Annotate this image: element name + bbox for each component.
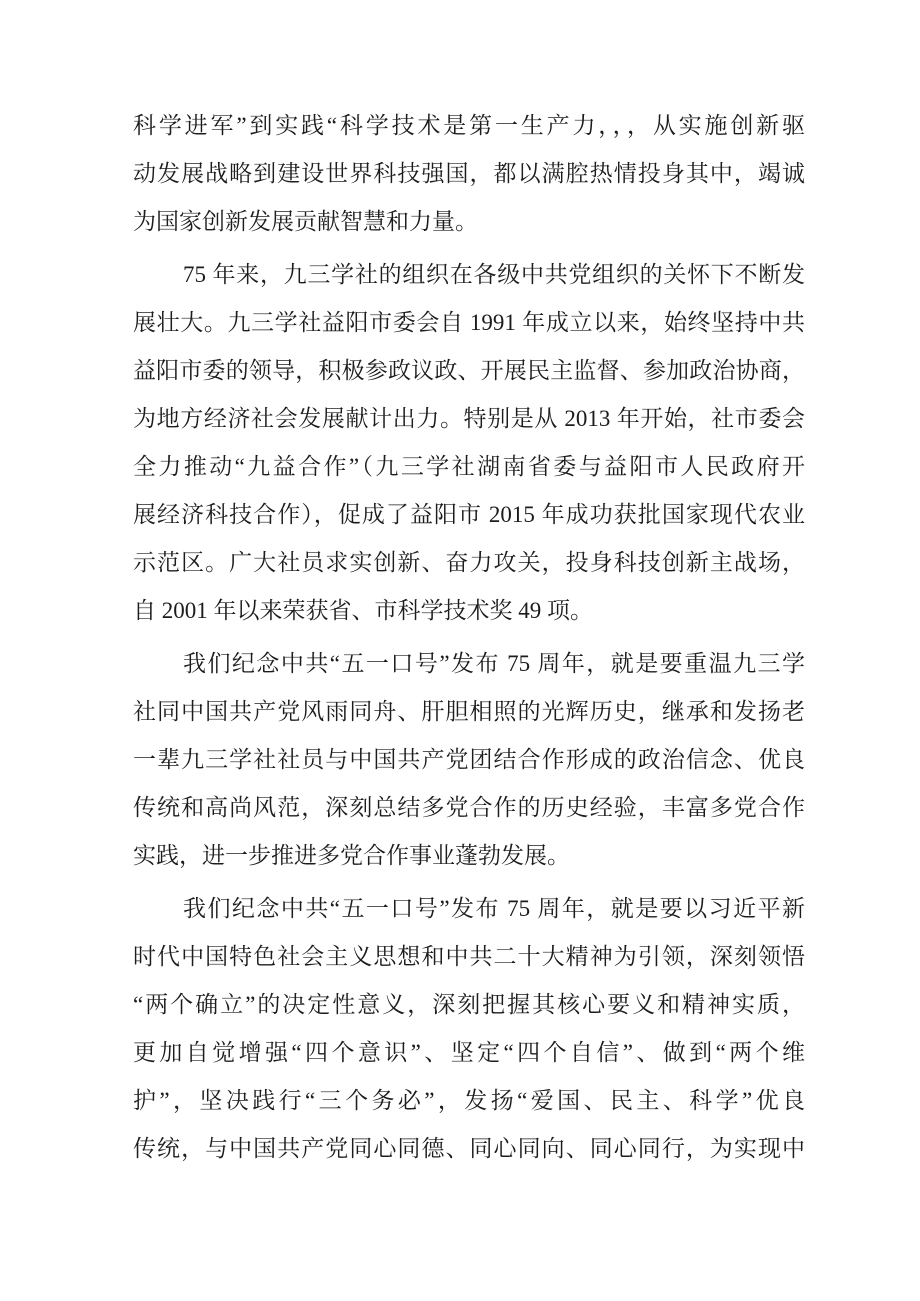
text-line: 实践，进一步推进多党合作事业蓬勃发展。 xyxy=(133,843,570,868)
text-line: 护”，坚决践行“三个务必”，发扬“爱国、民主、科学”优良 xyxy=(133,1088,805,1113)
text-line: 动发展战略到建设世界科技强国，都以满腔热情投身其中，竭诚 xyxy=(133,161,805,186)
text-line: 科学进军”到实践“科学技术是第一生产力，，，从实施创新驱 xyxy=(133,113,805,138)
paragraph xyxy=(133,102,805,246)
text-line: 为地方经济社会发展献计出力。特别是从 2013 年开始，社市委会 xyxy=(133,406,805,431)
paragraph xyxy=(133,640,805,880)
text-line: 75 年来，九三学社的组织在各级中共党组织的关怀下不断发 xyxy=(183,262,805,287)
text-line: 传统和高尚风范，深刻总结多党合作的历史经验，丰富多党合作 xyxy=(133,795,805,820)
text-line: 传统，与中国共产党同心同德、同心同向、同心同行，为实现中 xyxy=(133,1136,805,1161)
paragraph xyxy=(133,885,805,1173)
text-line: 为国家创新发展贡献智慧和力量。 xyxy=(133,209,478,234)
text-line: “两个确立”的决定性意义，深刻把握其核心要义和精神实质， xyxy=(133,992,805,1017)
text-line: 展壮大。九三学社益阳市委会自 1991 年成立以来，始终坚持中共 xyxy=(133,310,805,335)
text-line: 自 2001 年以来荣获省、市科学技术奖 49 项。 xyxy=(133,598,593,623)
text-line: 益阳市委的领导，积极参政议政、开展民主监督、参加政治协商， xyxy=(133,358,805,383)
text-line: 社同中国共产党风雨同舟、肝胆相照的光辉历史，继承和发扬老 xyxy=(133,699,805,724)
text-line: 示范区。广大社员求实创新、奋力攻关，投身科技创新主战场， xyxy=(133,550,805,575)
text-line: 全力推动“九益合作”（九三学社湖南省委与益阳市人民政府开 xyxy=(133,454,805,479)
paragraph xyxy=(133,251,805,635)
text-line: 一辈九三学社社员与中国共产党团结合作形成的政治信念、优良 xyxy=(133,747,805,772)
text-line: 展经济科技合作），促成了益阳市 2015 年成功获批国家现代农业 xyxy=(133,502,805,527)
document-body xyxy=(133,102,805,1173)
text-line: 我们纪念中共“五一口号”发布 75 周年，就是要重温九三学 xyxy=(183,651,805,676)
text-line: 我们纪念中共“五一口号”发布 75 周年，就是要以习近平新 xyxy=(183,896,805,921)
text-line: 时代中国特色社会主义思想和中共二十大精神为引领，深刻领悟 xyxy=(133,944,805,969)
text-line: 更加自觉增强“四个意识”、坚定“四个自信”、做到“两个维 xyxy=(133,1040,805,1065)
